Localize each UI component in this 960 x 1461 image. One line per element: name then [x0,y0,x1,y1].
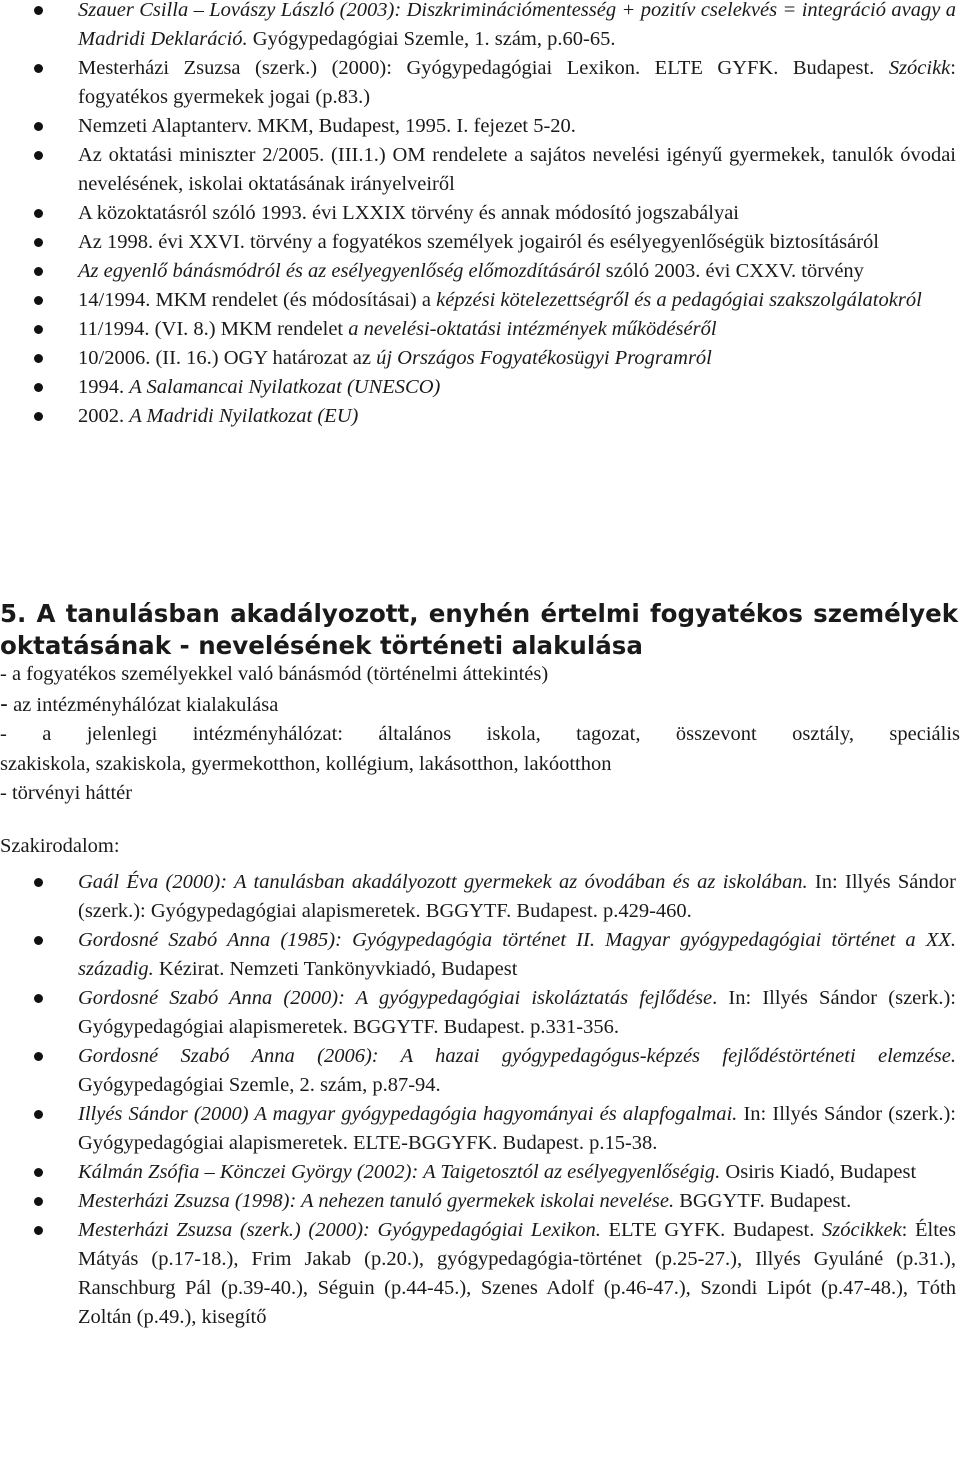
topic-line: - törvényi háttér [0,782,133,804]
reference-item [78,402,960,431]
reference-title: képzési kötelezettségről és a pedagógiai szakszolgálatokról [436,289,922,311]
reference-item [78,228,960,257]
reference-title: Kálmán Zsófia – Könczei György (2002): A Taigetosztól az esélyegyenlőségig. [78,1161,721,1183]
reference-text: Gyógypedagógiai Szemle, 1. szám, p.60-65. [247,28,616,50]
section-heading [0,598,960,662]
reference-item [78,315,960,344]
topic-line: szakiskola, szakiskola, gyermekotthon, kollégium, lakásotthon, lakóotthon [0,752,612,775]
reference-text: ELTE GYFK. Budapest. [600,1219,822,1241]
reference-text: 1994. [78,376,130,398]
reference-title: Szauer Csilla – Lovászy László (2003): Diszkriminációmentesség + pozitív cselekvés = integráció avagy a Madridi Deklaráció. [78,0,956,50]
section-topics [0,660,960,809]
reference-text: 2002. [78,405,130,427]
reference-text: Az 1998. évi XXVI. törvény a fogyatékos személyek jogairól és esélyegyenlőségük biztosításáról [78,231,879,253]
reference-text: Kézirat. Nemzeti Tankönyvkiadó, Budapest [153,958,518,980]
reference-item [78,373,960,402]
reference-title: Mesterházi Zsuzsa (szerk.) (2000): Gyógypedagógiai Lexikon. [78,1219,601,1241]
reference-item [78,1042,960,1100]
reference-text: szóló 2003. évi CXXV. törvény [600,260,864,282]
reference-text: In: Illyés Sándor (szerk.): Gyógypedagógiai alapismeretek. BGGYTF. Budapest. p.429-460. [78,871,956,922]
reference-item [78,54,960,112]
reference-text: Mesterházi Zsuzsa (szerk.) (2000): Gyógypedagógiai Lexikon. ELTE GYFK. Budapest. [78,57,889,79]
section-heading-line-2: oktatásának - nevelésének történeti alakulása [0,631,643,660]
reference-title: Az egyenlő bánásmódról és az esélyegyenlőség előmozdításáról [78,260,601,282]
reference-item [78,1216,960,1332]
legal-references-list [0,0,960,431]
reference-title: A Madridi Nyilatkozat (EU) [129,405,359,427]
reference-text: : Éltes Mátyás (p.17-18.), Frim Jakab (p.20.), gyógypedagógia-történet (p.25-27.), Illyés Gyuláné (p.31.), Ranschburg Pál (p.39-40.), Séguin (p.44-45.), Szenes Adolf (p.46-47.), Szondi Lipót (p.47-48.), Tóth Zoltán (p.49.), kisegítő [78,1219,956,1328]
reference-item [78,257,960,286]
reference-title: Gaál Éva (2000): A tanulásban akadályozott gyermekek az óvodában és az iskolában. [78,871,808,893]
reference-text: 14/1994. MKM rendelet (és módosításai) a [78,289,437,311]
literature-list [0,868,960,1332]
reference-title: Szócikkek [822,1219,902,1241]
reference-item [78,926,960,984]
reference-text: Gyógypedagógiai Szemle, 2. szám, p.87-94. [78,1074,441,1096]
reference-item [78,868,960,926]
reference-title: új Országos Fogyatékosügyi Programról [376,347,712,369]
reference-title: Gordosné Szabó Anna (2006): A hazai gyógypedagógus-képzés fejlődéstörténeti elemzése. [78,1045,956,1067]
reference-title: Gordosné Szabó Anna (1985): Gyógypedagógia történet II. Magyar gyógypedagógiai történet a XX. századig. [78,929,956,980]
reference-item [78,112,960,141]
reference-item [78,344,960,373]
reference-text: BGGYTF. Budapest. [674,1190,852,1212]
reference-item [78,1100,960,1158]
topic-line [0,690,960,721]
reference-title: Illyés Sándor (2000) A magyar gyógypedagógia hagyományai és alapfogalmai. [78,1103,738,1125]
reference-item [78,286,960,315]
reference-text: Az oktatási miniszter 2/2005. (III.1.) OM rendelete a sajátos nevelési igényű gyermekek, tanulók óvodai nevelésének, iskolai oktatásának irányelveiről [78,144,956,195]
reference-text: . In: Illyés Sándor (szerk.): Gyógypedagógiai alapismeretek. BGGYTF. Budapest. p.331-356. [78,987,956,1038]
reference-title: A Salamancai Nyilatkozat (UNESCO) [129,376,441,398]
reference-title: Mesterházi Zsuzsa (1998): A nehezen tanuló gyermekek iskolai nevelése. [78,1190,675,1212]
reference-item [78,984,960,1042]
reference-item [78,199,960,228]
topic-line: - a fogyatékos személyekkel való bánásmód (történelmi áttekintés) [0,663,549,685]
topic-line: - a jelenlegi intézményhálózat: általános iskola, tagozat, összevont osztály, speciális [0,723,960,745]
literature-label: Szakirodalom: [0,835,120,857]
reference-item [78,1158,960,1187]
reference-text: Osiris Kiadó, Budapest [720,1161,917,1183]
reference-title: Gordosné Szabó Anna (2000): A gyógypedagógiai iskoláztatás fejlődése [78,987,713,1009]
topic-text: az intézményhálózat kialakulása [7,693,279,716]
reference-title: Szócikk [888,57,951,79]
dash-mark: - [0,691,8,717]
reference-text: A közoktatásról szóló 1993. évi LXXIX törvény és annak módosító jogszabályai [78,202,739,224]
section-heading-line-1: 5. A tanulásban akadályozott, enyhén értelmi fogyatékos személyek [0,599,958,628]
reference-text: 11/1994. (VI. 8.) MKM rendelet [78,318,349,340]
reference-item [78,0,960,54]
reference-text: 10/2006. (II. 16.) OGY határozat az [78,347,377,369]
reference-text: Nemzeti Alaptanterv. MKM, Budapest, 1995. I. fejezet 5-20. [78,115,576,137]
reference-title: a nevelési-oktatási intézmények működéséről [348,318,717,340]
reference-item [78,1187,960,1216]
reference-text: : fogyatékos gyermekek jogai (p.83.) [78,57,956,108]
reference-item [78,141,960,199]
reference-text: In: Illyés Sándor (szerk.): Gyógypedagógiai alapismeretek. ELTE-BGGYFK. Budapest. p.15-38. [78,1103,956,1154]
